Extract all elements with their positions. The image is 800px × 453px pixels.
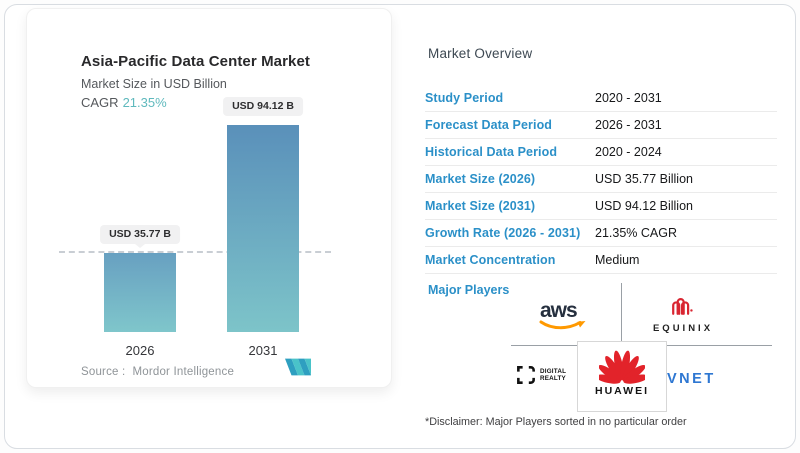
row-value: USD 94.12 Billion	[595, 199, 693, 213]
digital-realty-icon	[517, 366, 535, 384]
players-vertical-divider	[621, 283, 622, 345]
table-row	[425, 166, 777, 193]
aws-wordmark: aws	[540, 299, 577, 322]
equinix-wordmark: EQUINIX	[652, 323, 714, 334]
row-value: USD 35.77 Billion	[595, 172, 693, 186]
chart-card	[26, 8, 392, 388]
row-label: Growth Rate (2026 - 2031)	[425, 226, 581, 240]
table-row	[425, 193, 777, 220]
row-value: 21.35% CAGR	[595, 226, 677, 240]
bar-value-chip-2026: USD 35.77 B	[100, 225, 180, 244]
huawei-logo-card	[577, 341, 667, 412]
aws-logo	[535, 296, 591, 336]
source-line	[81, 366, 234, 378]
equinix-icon	[670, 296, 696, 316]
bar-2031	[227, 125, 299, 332]
row-value: 2020 - 2024	[595, 145, 662, 159]
bar-value-chip-2031: USD 94.12 B	[223, 97, 303, 116]
row-label: Study Period	[425, 91, 504, 105]
cagr-value: 21.35%	[122, 95, 167, 110]
equinix-logo	[645, 296, 721, 334]
aws-smile-icon	[541, 322, 580, 328]
table-row	[425, 247, 777, 274]
row-label: Market Size (2026)	[425, 172, 536, 186]
row-value: Medium	[595, 253, 640, 267]
mordor-intelligence-logo-icon	[285, 358, 311, 381]
huawei-flower-icon	[599, 348, 645, 384]
row-label: Market Concentration	[425, 253, 556, 267]
table-row	[425, 112, 777, 139]
major-players-label: Major Players	[428, 283, 510, 297]
disclaimer-text: *Disclaimer: Major Players sorted in no particular order	[425, 416, 687, 428]
digital-realty-logo	[517, 366, 566, 384]
chart-subtitle: Market Size in USD Billion	[81, 77, 227, 91]
source-label: Source :	[81, 366, 126, 378]
row-label: Forecast Data Period	[425, 118, 553, 132]
source-value: Mordor Intelligence	[132, 366, 235, 378]
x-tick-2031: 2031	[248, 343, 278, 358]
cagr-label: CAGR	[81, 95, 119, 110]
overview-table	[425, 85, 777, 274]
table-row	[425, 85, 777, 112]
table-row	[425, 220, 777, 247]
row-value: 2020 - 2031	[595, 91, 662, 105]
bar-2026	[104, 253, 176, 332]
table-row	[425, 139, 777, 166]
major-players-section	[425, 274, 785, 416]
chart-title: Asia-Pacific Data Center Market	[81, 53, 311, 70]
huawei-wordmark: HUAWEI	[595, 385, 649, 397]
vnet-logo: VNET	[667, 371, 716, 387]
row-value: 2026 - 2031	[595, 118, 662, 132]
overview-title: Market Overview	[428, 46, 533, 61]
x-tick-2026: 2026	[125, 343, 155, 358]
chart-cagr	[81, 95, 167, 110]
row-label: Market Size (2031)	[425, 199, 536, 213]
digital-realty-wordmark: DIGITAL REALTY	[540, 367, 567, 382]
row-label: Historical Data Period	[425, 145, 558, 159]
